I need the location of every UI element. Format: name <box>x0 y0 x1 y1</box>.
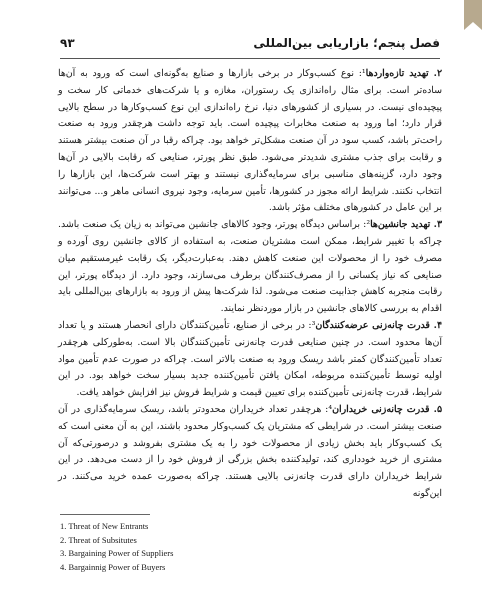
paragraph-title: ۴. قدرت چانه‌زنی عرضه‌کنندگان <box>315 319 442 331</box>
footnote-rule <box>60 514 150 515</box>
page-body <box>58 66 442 503</box>
footnote: 2. Threat of Subsitutes <box>60 534 137 545</box>
paragraph-supplier-power <box>58 318 442 402</box>
page-header <box>60 34 440 54</box>
footnote: 3. Bargaining Power of Suppliers <box>60 548 174 558</box>
paragraph-text: ²: براساس دیدگاه پورتر، وجود کالاهای جانشین می‌تواند به زیان یک صنعت باشد. چراکه با تغییر شرایط، ممکن است مشتریان صنعت، به استفاده از کالای جانشین روی آورده و مصرف خود را از محصولات این صنعت کاهش دهند. به‌عبارت‌دیگر، یک رقابت غیرمستقیم میان صنایعی که نیاز یکسانی را از مصرف‌کنندگان برطرف می‌سازند، وجود دارد. از دیدگاه پورتر، این رقابت منجربه کاهش جذابیت صنعت می‌شود. لذا شرکت‌ها پیش از ورود به بازارهای بین‌المللی باید اقدام به بررسی کالاهای جانشین در بازار موردنظر نمایند. <box>58 219 442 315</box>
footnotes <box>60 520 440 574</box>
footnote: 4. Bargainnig Power of Buyers <box>60 561 166 572</box>
paragraph-title: ۲. تهدید تازه‌واردها <box>365 68 442 79</box>
chapter-title: فصل پنجم؛ بازاریابی بین‌المللی <box>253 36 440 50</box>
paragraph-text: ¹: نوع کسب‌وکار در برخی بازارها و صنایع به‌گونه‌ای است که ورود به آن‌ها ساده‌تر است. برای مثال راه‌اندازی یک رستوران، مغازه و یا شرکت‌های خدماتی کار سخت و پیچیده‌ای نیست. در بسیاری از کشورهای دنیا، نرخ راه‌اندازی این نوع کسب‌وکارها در سطح بالایی قرار دارد؛ اما ورود به صنعت مخابرات پیچیده است. باید توجه داشت هرچقدر ورود به صنعت راحت‌تر باشد، کسب سود در آن صنعت مشکل‌تر خواهد بود. چراکه رقبا در آن صنعت بیشتر هستند و رقابت برای جذب مشتری شدیدتر می‌شود. طبق نظر پورتر، صنایعی که رقابت بالایی در آن‌ها وجود دارد، گزینه‌های مناسبی برای سرمایه‌گذاری نیستند و بهتر است شرکت‌ها، این بازارها را انتخاب نکنند. شرایط ارائه مجوز در کشورها، تأمین سرمایه، وجود نیروی انسانی ماهر و... می‌توانند بر این عامل در کشورهای مختلف مؤثر باشد. <box>58 68 442 214</box>
paragraph-text: ³: در برخی از صنایع، تأمین‌کنندگان دارای انحصار هستند و یا تعداد آن‌ها محدود است. در چنین صنایعی قدرت چانه‌زنی تأمین‌کنندگان بالا است. به‌طورکلی هرچقدر تعداد تأمین‌کنندگان کمتر باشد ریسک ورود به صنعت بالاتر است. چراکه در صورت عدم تأمین مواد اولیه توسط تأمین‌کننده مربوطه، امکان یافتن تأمین‌کننده جدید بسیار سخت خواهد بود. در این شرایط، قدرت چانه‌زنی تأمین‌کننده برای تعیین قیمت و شرایط فروش نیز افزایش خواهد یافت. <box>58 319 442 399</box>
paragraph-threat-substitutes <box>58 217 442 318</box>
footnote: 1. Threat of New Entrants <box>60 521 149 531</box>
paragraph-threat-new-entrants <box>58 66 442 217</box>
paragraph-title: ۳. تهدید جانشین‌ها <box>370 219 442 231</box>
paragraph-title: ۵. قدرت چانه‌زنی خریداران <box>332 403 442 415</box>
header-rule <box>60 58 440 59</box>
paragraph-text: ⁴: هرچقدر تعداد خریداران محدودتر باشد، ریسک سرمایه‌گذاری در آن صنعت بیشتر است. در شرایطی که مشتریان یک کسب‌وکار محدود باشند، این به آن معنی است که یک کسب‌وکار باید بخش زیادی از محصولات خود را به یک مشتری بفروشد و درصورتی‌که آن مشتری از خرید خودداری کند، تولیدکننده بخش بزرگی از فروش خود را از دست می‌دهد. در این شرایط خریداران دارای قدرت چانه‌زنی بالایی هستند. چراکه به‌صورت عمده خرید می‌کنند. در این‌گونه <box>58 403 442 499</box>
bookmark-ribbon <box>464 0 482 22</box>
paragraph-buyer-power <box>58 402 442 503</box>
page-number: ۹۳ <box>60 36 75 50</box>
